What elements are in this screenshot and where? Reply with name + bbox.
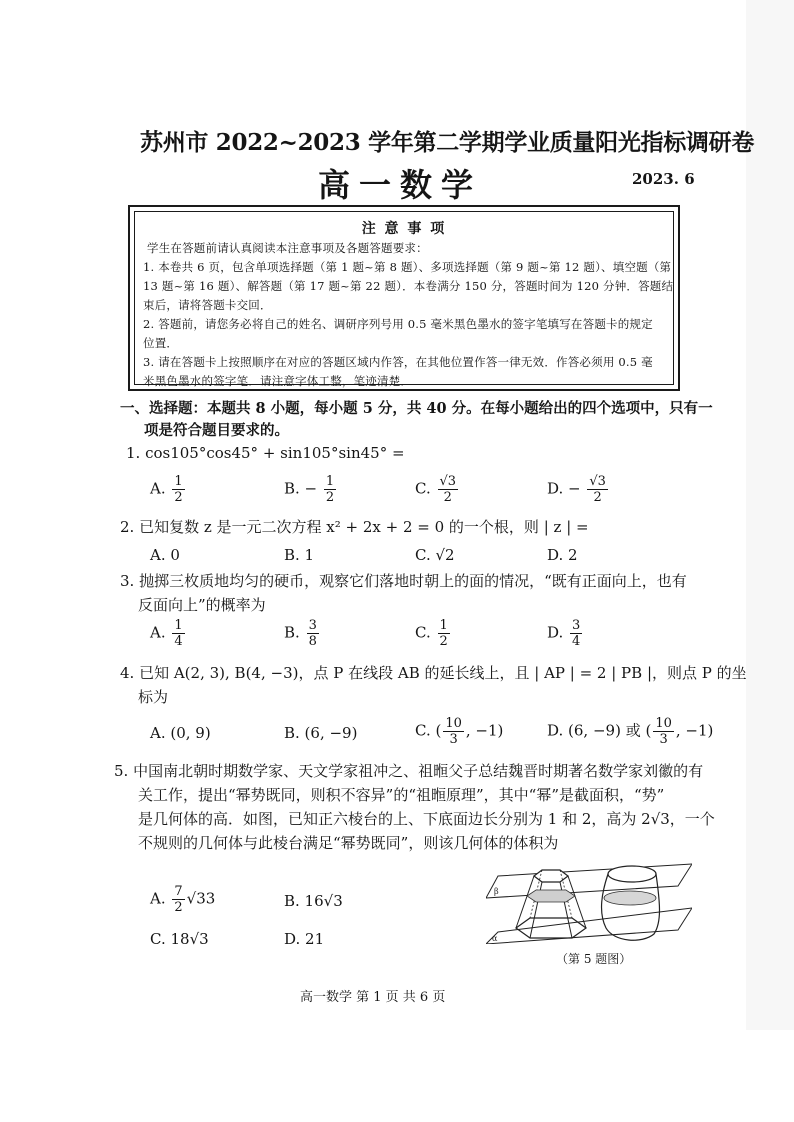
- q3-option-d: [547, 618, 584, 649]
- q3-option-b: [284, 618, 321, 649]
- option-suffix: , −1): [465, 721, 504, 740]
- question-5-stem-cont: 不规则的几何体与此棱台满足“幂势既同”，则该几何体的体积为: [138, 834, 559, 852]
- denominator: 2: [325, 490, 335, 505]
- fraction: [438, 618, 450, 649]
- q2-option-b: B. 1: [284, 546, 315, 564]
- option-label: C.: [415, 479, 431, 498]
- q5-option-c: C. 18√3: [150, 930, 209, 948]
- q2-option-c: C. √2: [415, 546, 455, 564]
- fraction: [172, 618, 184, 649]
- fraction: [443, 716, 464, 747]
- section-heading: 一、选择题：本题共 8 小题，每小题 5 分，共 40 分。在每小题给出的四个选项中，只有一: [120, 400, 713, 417]
- q2-option-d: D. 2: [547, 546, 578, 564]
- option-label: A.: [150, 623, 166, 642]
- option-prefix: C. (: [415, 721, 442, 740]
- q4-option-d: [547, 716, 713, 747]
- notice-line: 位置．: [143, 336, 179, 350]
- numerator: 7: [174, 884, 183, 899]
- exam-date: 2023. 6: [632, 170, 695, 188]
- option-label: D.: [547, 623, 564, 642]
- irregular-solid: [602, 866, 660, 940]
- q2-option-a: A. 0: [150, 546, 180, 564]
- option-prefix: D. (6, −9) 或 (: [547, 721, 652, 740]
- fraction: [438, 474, 459, 505]
- denominator: 2: [443, 490, 452, 505]
- question-5-stem-cont: 是几何体的高．如图，已知正六棱台的上、下底面边长分别为 1 和 2，高为 2√3，一个: [138, 810, 715, 828]
- denominator: 8: [308, 634, 317, 649]
- notice-heading: 注 意 事 项: [361, 221, 447, 237]
- q5-option-b: B. 16√3: [284, 892, 343, 910]
- fraction: [307, 618, 319, 649]
- numerator: √3: [439, 474, 457, 489]
- fraction: [587, 474, 608, 505]
- notice-inner-border: [134, 211, 674, 388]
- q4-option-c: [415, 716, 503, 747]
- option-label: B.: [284, 623, 300, 642]
- exam-title: 苏州市 2022~2023 学年第二学期学业质量阳光指标调研卷: [140, 129, 755, 156]
- plane-alpha-label: α: [492, 934, 498, 943]
- question-4-stem: 4. 已知 A(2, 3), B(4, −3)，点 P 在线段 AB 的延长线上，且 | AP | = 2 | PB |，则点 P 的坐: [120, 664, 747, 682]
- question-5-stem: 5. 中国南北朝时期数学家、天文学家祖冲之、祖暅父子总结魏晋时期著名数学家刘徽的有: [114, 762, 704, 780]
- denominator: 2: [593, 490, 602, 505]
- notice-intro: 学生在答题前请认真阅读本注意事项及各题答题要求：: [147, 241, 428, 255]
- notice-line: 13 题~第 16 题）、解答题（第 17 题~第 22 题）．本卷满分 150 分，答题时间为 120 分钟．答题结: [143, 279, 674, 293]
- numerator: 3: [572, 618, 581, 633]
- q4-option-a: A. (0, 9): [150, 724, 211, 742]
- question-3-stem: 3. 抛掷三枚质地均匀的硬币，观察它们落地时朝上的面的情况，“既有正面向上，也有: [120, 572, 687, 590]
- option-label: B. −: [284, 479, 318, 498]
- numerator: 1: [325, 474, 335, 489]
- q1-option-a: [150, 474, 187, 505]
- fraction: [172, 884, 184, 915]
- fraction: [653, 716, 674, 747]
- notice-box: [128, 205, 680, 391]
- q1-option-d: [547, 474, 610, 505]
- option-label: A.: [150, 479, 166, 498]
- option-label: A.: [150, 889, 166, 908]
- q5-option-d: D. 21: [284, 930, 325, 948]
- denominator: 4: [572, 634, 581, 649]
- fraction: [324, 474, 336, 505]
- page-footer: 高一数学 第 1 页 共 6 页: [300, 990, 446, 1005]
- question-2-stem: 2. 已知复数 z 是一元二次方程 x² + 2x + 2 = 0 的一个根，则 | z | =: [120, 518, 589, 536]
- notice-line: 1. 本卷共 6 页，包含单项选择题（第 1 题~第 8 题）、多项选择题（第 9 题~第 12 题）、填空题（第: [143, 260, 672, 274]
- notice-line: 米黑色墨水的签字笔．请注意字体工整，笔迹清楚．: [143, 374, 413, 388]
- question-3-stem-cont: 反面向上”的概率为: [138, 596, 266, 614]
- numerator: 3: [308, 618, 317, 633]
- denominator: 2: [439, 634, 448, 649]
- numerator: 10: [655, 716, 672, 731]
- notice-line: 2. 答题前，请您务必将自己的姓名、调研序列号用 0.5 毫米黑色墨水的签字笔填写在答题卡的规定: [143, 317, 653, 331]
- numerator: 1: [439, 618, 448, 633]
- denominator: 2: [174, 900, 183, 915]
- subject-heading: 高一数学: [318, 166, 483, 204]
- denominator: 2: [174, 490, 183, 505]
- numerator: 10: [445, 716, 462, 731]
- q3-option-a: [150, 618, 187, 649]
- question-4-stem-cont: 标为: [138, 688, 169, 706]
- notice-line: 3. 请在答题卡上按照顺序在对应的答题区域内作答，在其他位置作答一律无效．作答必须用 0.5 毫: [143, 355, 653, 369]
- option-suffix: , −1): [675, 721, 714, 740]
- q1-option-c: [415, 474, 460, 505]
- numerator: 1: [174, 618, 183, 633]
- question-5-stem-cont: 关工作，提出“幂势既同，则积不容异”的“祖暅原理”，其中“幂”是截面积，“势”: [138, 786, 665, 804]
- question-1-stem: 1. cos105°cos45° + sin105°sin45° =: [126, 444, 405, 462]
- fraction: [172, 474, 184, 505]
- radical: √33: [186, 889, 216, 908]
- numerator: √3: [589, 474, 606, 489]
- figure-caption: （第 5 题图）: [556, 952, 632, 966]
- denominator: 3: [449, 732, 458, 747]
- plane-beta: [486, 864, 692, 898]
- frustum-figure: [486, 862, 692, 944]
- option-label: D. −: [547, 479, 581, 498]
- numerator: 1: [174, 474, 183, 489]
- option-label: C.: [415, 623, 431, 642]
- fraction: [570, 618, 582, 649]
- plane-beta-label: β: [494, 887, 499, 896]
- section-heading-cont: 项是符合题目要求的。: [144, 422, 289, 439]
- hexagonal-frustum: [516, 870, 586, 938]
- notice-line: 束后，请将答题卡交回．: [143, 298, 272, 312]
- q3-option-c: [415, 618, 452, 649]
- q4-option-b: B. (6, −9): [284, 724, 358, 742]
- denominator: 4: [174, 634, 183, 649]
- q5-option-a: [150, 884, 215, 915]
- denominator: 3: [659, 732, 668, 747]
- q1-option-b: [284, 474, 338, 505]
